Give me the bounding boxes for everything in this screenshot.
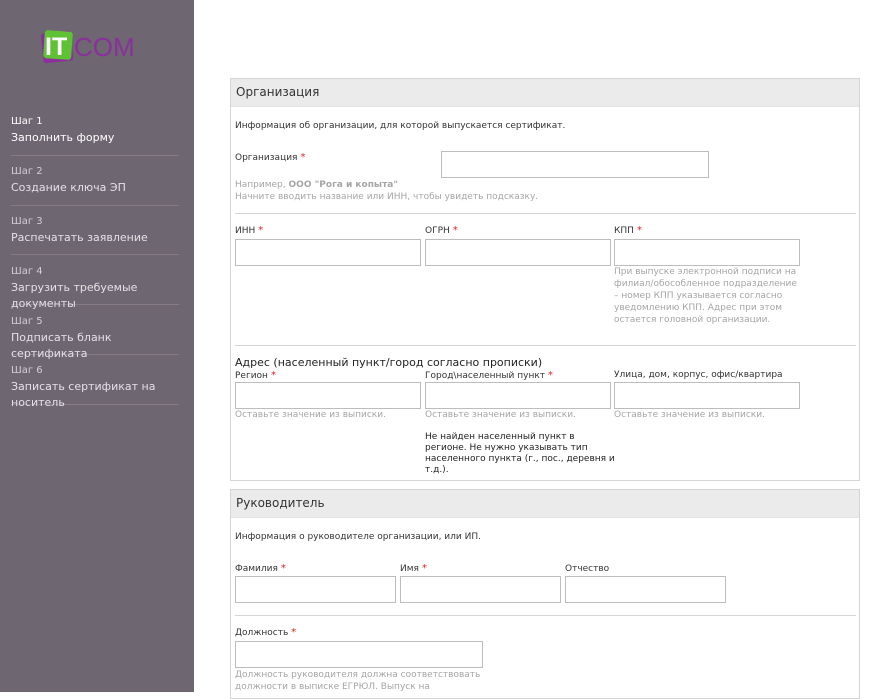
position-input[interactable] — [235, 641, 483, 668]
city-label — [425, 370, 553, 381]
first-name-input[interactable] — [400, 576, 561, 603]
logo-text-com: COM — [74, 32, 135, 62]
kpp-hint: При выпуске электронной подписи на филиал/обособленное подразделение – номер КПП указывается согласно уведомлению КПП. Адрес при этом остается головной организации. — [614, 267, 797, 325]
city-hint: Оставьте значение из выписки. — [425, 410, 576, 420]
step-3[interactable] — [11, 216, 179, 255]
required-mark: * — [300, 152, 306, 163]
organization-description: Информация об организации, для которой выпускается сертификат. — [235, 121, 566, 131]
required-mark: * — [636, 225, 642, 236]
step-number: Шаг 4 — [11, 266, 43, 277]
divider — [235, 345, 856, 346]
middle-name-label: Отчество — [565, 564, 610, 574]
region-label-text: Регион — [235, 371, 268, 381]
inn-label — [235, 225, 263, 236]
ogrn-input[interactable] — [425, 239, 611, 266]
position-hint: Должность руководителя должна соответствовать должности в выписке ЕГРЮЛ. Выпуск на — [235, 670, 481, 692]
last-name-input[interactable] — [235, 576, 396, 603]
kpp-label — [614, 225, 642, 236]
head-description: Информация о руководителе организации, или ИП. — [235, 532, 481, 542]
street-hint: Оставьте значение из выписки. — [614, 410, 765, 420]
kpp-input[interactable] — [614, 239, 800, 266]
step-label: Заполнить форму — [11, 131, 115, 144]
step-label: Распечатать заявление — [11, 231, 148, 244]
itcom-logo — [40, 28, 160, 68]
organization-label — [235, 152, 305, 163]
head-panel — [230, 489, 860, 699]
step-1[interactable] — [11, 116, 179, 156]
region-input[interactable] — [235, 382, 421, 409]
last-name-label-text: Фамилия — [235, 564, 278, 574]
position-label — [235, 627, 296, 638]
ogrn-label — [425, 225, 458, 236]
city-note: Не найден населенный пункт в регионе. Не нужно указывать тип населенного пункта (г., пос., деревня и т.д.). — [425, 432, 615, 475]
middle-name-input[interactable] — [565, 576, 726, 603]
step-number: Шаг 2 — [11, 166, 43, 177]
step-6[interactable] — [11, 365, 179, 409]
required-mark: * — [280, 563, 286, 574]
step-label: Подписать бланк сертификата — [11, 331, 112, 360]
step-number: Шаг 1 — [11, 116, 43, 127]
step-number: Шаг 3 — [11, 216, 43, 227]
required-mark: * — [291, 627, 297, 638]
step-label: Загрузить требуемые документы — [11, 281, 138, 310]
required-mark: * — [452, 225, 458, 236]
step-number: Шаг 5 — [11, 316, 43, 327]
kpp-label-text: КПП — [614, 226, 634, 236]
first-name-label — [400, 563, 427, 574]
inn-label-text: ИНН — [235, 226, 256, 236]
sidebar — [0, 0, 194, 692]
street-label: Улица, дом, корпус, офис/квартира — [614, 370, 783, 380]
address-title: Адрес (населенный пункт/город согласно прописки) — [235, 356, 543, 369]
city-input[interactable] — [425, 382, 611, 409]
organization-panel — [230, 78, 860, 481]
step-number: Шаг 6 — [11, 365, 43, 376]
organization-hint-prefix: Например, — [235, 180, 286, 190]
required-mark: * — [548, 370, 554, 381]
divider — [235, 615, 856, 616]
organization-hint-line2: Начните вводить название или ИНН, чтобы увидеть подсказку. — [235, 192, 539, 202]
organization-hint — [235, 179, 538, 203]
head-panel-title: Руководитель — [231, 490, 859, 518]
step-5[interactable] — [11, 316, 179, 360]
step-2[interactable] — [11, 166, 179, 206]
step-label: Создание ключа ЭП — [11, 181, 126, 194]
region-label — [235, 370, 276, 381]
required-mark: * — [258, 225, 264, 236]
divider — [235, 213, 856, 214]
organization-input[interactable] — [441, 151, 709, 178]
inn-input[interactable] — [235, 239, 421, 266]
step-4[interactable] — [11, 266, 179, 310]
last-name-label — [235, 563, 286, 574]
position-label-text: Должность — [235, 628, 289, 638]
organization-panel-title: Организация — [231, 79, 859, 107]
organization-label-text: Организация — [235, 153, 298, 163]
first-name-label-text: Имя — [400, 564, 419, 574]
logo-text-it: IT — [45, 33, 68, 61]
required-mark: * — [270, 370, 276, 381]
street-input[interactable] — [614, 382, 800, 409]
step-label: Записать сертификат на носитель — [11, 380, 156, 409]
ogrn-label-text: ОГРН — [425, 226, 450, 236]
required-mark: * — [421, 563, 427, 574]
organization-hint-example: ООО "Рога и копыта" — [288, 180, 399, 190]
city-label-text: Город\населенный пункт — [425, 371, 546, 381]
region-hint: Оставьте значение из выписки. — [235, 410, 386, 420]
